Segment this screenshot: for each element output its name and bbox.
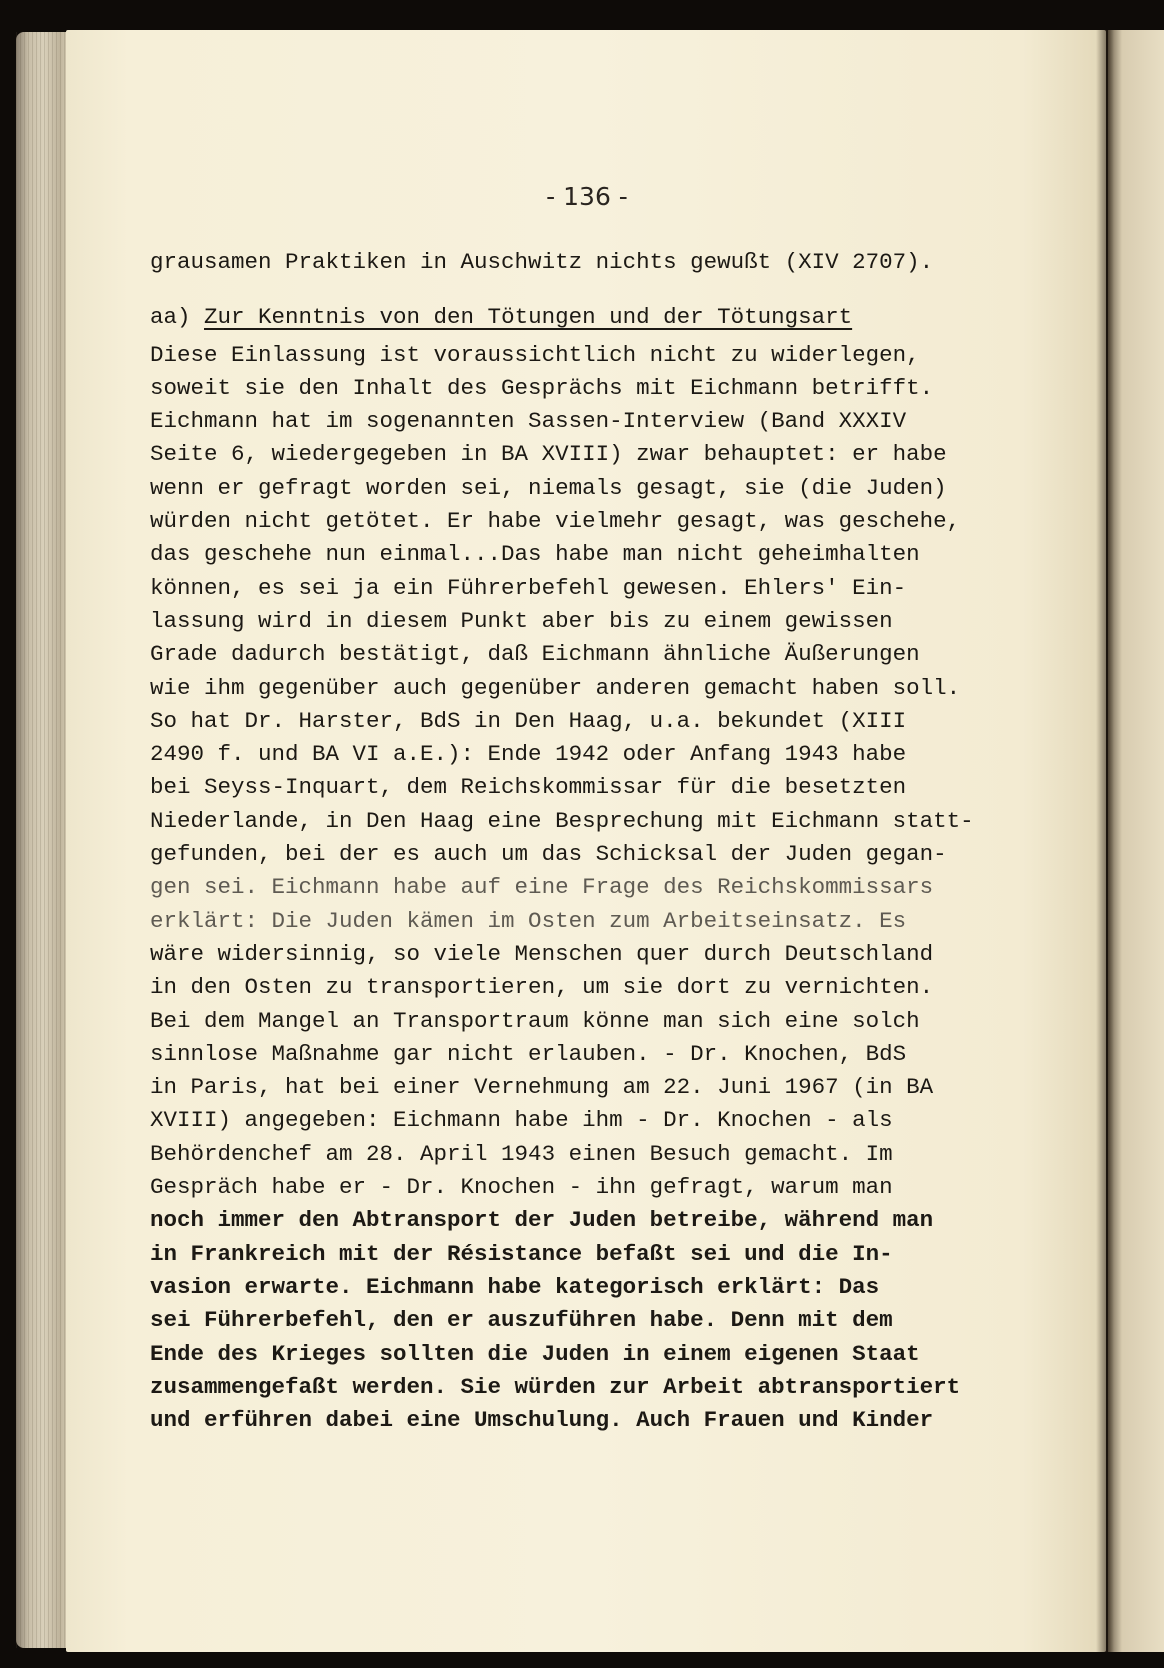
text-line: Eichmann hat im sogenannten Sassen-Interview (Band XXXIV bbox=[150, 408, 907, 435]
text-line: vasion erwarte. Eichmann habe kategorisch erklärt: Das bbox=[150, 1273, 880, 1300]
text-line: 2490 f. und BA VI a.E.): Ende 1942 oder Anfang 1943 habe bbox=[150, 741, 907, 768]
text-line: XVIII) angegeben: Eichmann habe ihm - Dr. Knochen - als bbox=[150, 1107, 893, 1134]
body-text bbox=[150, 246, 990, 1437]
paragraph bbox=[150, 339, 990, 1438]
text-line: wäre widersinnig, so viele Menschen quer durch Deutschland bbox=[150, 940, 934, 967]
text-line: und erführen dabei eine Umschulung. Auch Frauen und Kinder bbox=[150, 1407, 934, 1434]
text-line: Bei dem Mangel an Transportraum könne man sich eine solch bbox=[150, 1007, 920, 1034]
text-line: soweit sie den Inhalt des Gesprächs mit Eichmann betrifft. bbox=[150, 374, 934, 401]
text-line: würden nicht getötet. Er habe vielmehr gesagt, was geschehe, bbox=[150, 508, 961, 535]
text-line: das geschehe nun einmal...Das habe man nicht geheimhalten bbox=[150, 541, 920, 568]
text-line: gen sei. Eichmann habe auf eine Frage des Reichskommissars bbox=[150, 874, 934, 901]
text-line: Seite 6, wiedergegeben in BA XVIII) zwar behauptet: er habe bbox=[150, 441, 947, 468]
text-line: zusammengefaßt werden. Sie würden zur Arbeit abtransportiert bbox=[150, 1373, 961, 1400]
text-line: in Paris, hat bei einer Vernehmung am 22. Juni 1967 (in BA bbox=[150, 1074, 934, 1101]
page-number: - 136 - bbox=[546, 182, 628, 211]
text-line: wie ihm gegenüber auch gegenüber anderen gemacht haben soll. bbox=[150, 674, 961, 701]
section-heading-title: Zur Kenntnis von den Tötungen und der Tötungsart bbox=[204, 304, 853, 331]
text-line: sei Führerbefehl, den er auszuführen habe. Denn mit dem bbox=[150, 1307, 893, 1334]
text-line: So hat Dr. Harster, BdS in Den Haag, u.a. bekundet (XIII bbox=[150, 707, 907, 734]
text-line: Diese Einlassung ist voraussichtlich nicht zu widerlegen, bbox=[150, 341, 920, 368]
text-line: in Frankreich mit der Résistance befaßt sei und die In- bbox=[150, 1240, 893, 1267]
text-line: grausamen Praktiken in Auschwitz nichts gewußt (XIV 2707). bbox=[150, 249, 934, 275]
adjacent-page-edge bbox=[1108, 30, 1164, 1652]
text-line: noch immer den Abtransport der Juden betreibe, während man bbox=[150, 1207, 934, 1234]
text-line: lassung wird in diesem Punkt aber bis zu einem gewissen bbox=[150, 607, 893, 634]
text-line: bei Seyss-Inquart, dem Reichskommissar für die besetzten bbox=[150, 774, 907, 801]
binding-shadow bbox=[1096, 30, 1114, 1652]
text-line: Niederlande, in Den Haag eine Besprechung mit Eichmann statt- bbox=[150, 807, 974, 834]
text-line: erklärt: Die Juden kämen im Osten zum Arbeitseinsatz. Es bbox=[150, 907, 907, 934]
section-heading-prefix: aa) bbox=[150, 304, 205, 331]
text-line: Grade dadurch bestätigt, daß Eichmann ähnliche Äußerungen bbox=[150, 641, 920, 668]
text-line: Ende des Krieges sollten die Juden in einem eigenen Staat bbox=[150, 1340, 920, 1367]
text-line: gefunden, bei der es auch um das Schicksal der Juden gegan- bbox=[150, 841, 947, 868]
text-line: wenn er gefragt worden sei, niemals gesagt, sie (die Juden) bbox=[150, 474, 947, 501]
text-line: können, es sei ja ein Führerbefehl gewesen. Ehlers' Ein- bbox=[150, 574, 907, 601]
text-line: in den Osten zu transportieren, um sie dort zu vernichten. bbox=[150, 974, 934, 1001]
text-line: Gespräch habe er - Dr. Knochen - ihn gefragt, warum man bbox=[150, 1174, 893, 1201]
text-line: sinnlose Maßnahme gar nicht erlauben. - Dr. Knochen, BdS bbox=[150, 1040, 907, 1067]
section-heading bbox=[150, 301, 990, 334]
text-line: Behördenchef am 28. April 1943 einen Besuch gemacht. Im bbox=[150, 1140, 893, 1167]
